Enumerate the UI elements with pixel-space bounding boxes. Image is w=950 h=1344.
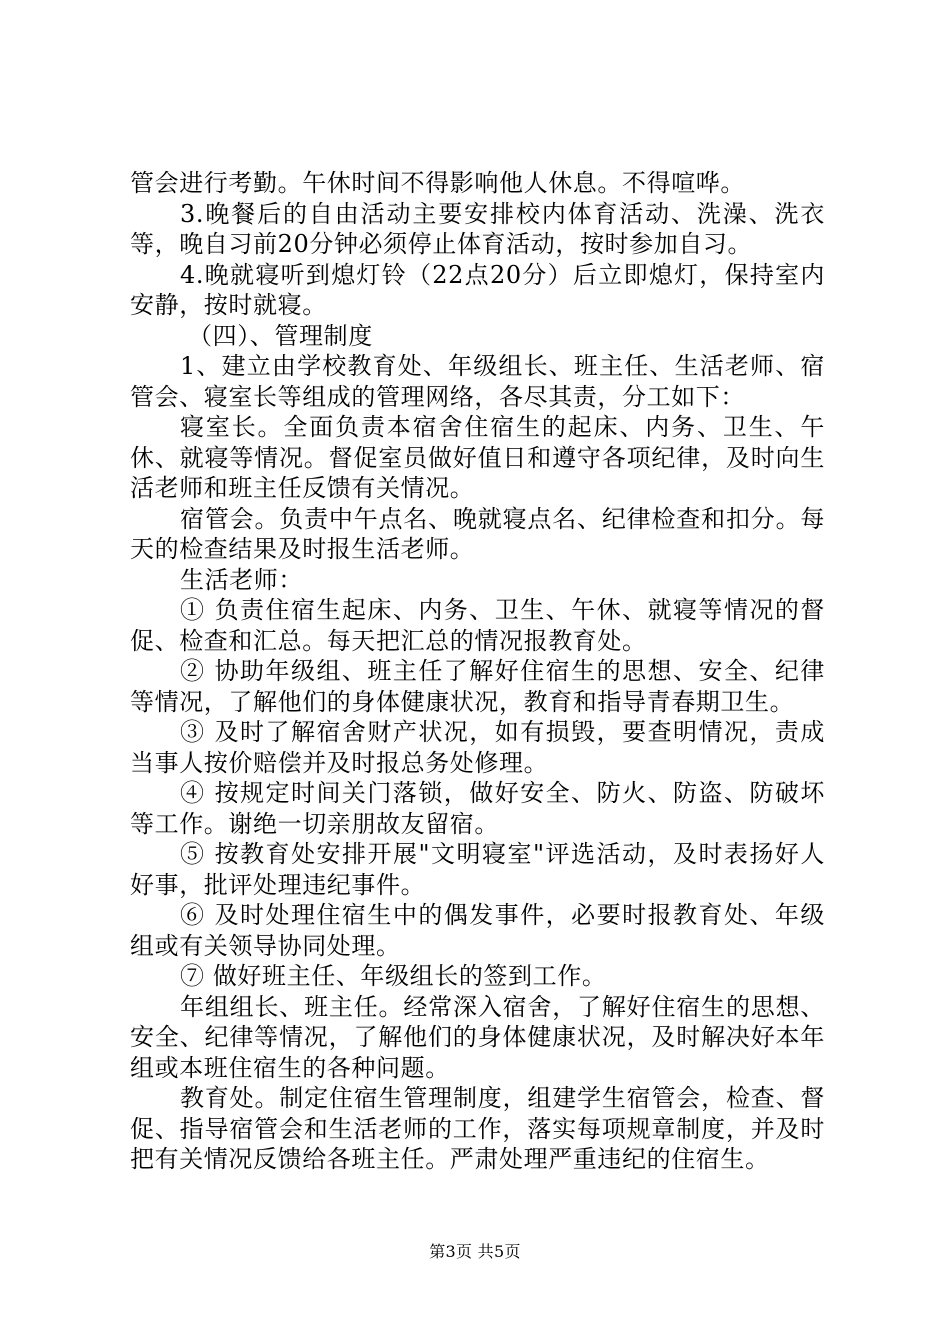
- paragraph-management-network: 1、建立由学校教育处、年级组长、班主任、生活老师、宿管会、寝室长等组成的管理网络，各尽其责，分工如下：: [130, 352, 825, 411]
- page-number-footer: 第3页 共5页: [429, 1242, 521, 1261]
- list-item-3: ③ 及时了解宿舍财产状况，如有损毁，要查明情况，责成当事人按价赔偿并及时报总务处修理。: [130, 718, 825, 777]
- section-heading: （四）、管理制度: [188, 321, 373, 350]
- list-item-6: ⑥ 及时处理住宿生中的偶发事件，必要时报教育处、年级组或有关领导协同处理。: [130, 901, 825, 960]
- list-item-4: ④ 按规定时间关门落锁，做好安全、防火、防盗、防破坏等工作。谢绝一切亲朋故友留宿。: [130, 779, 825, 838]
- list-item-2: ② 协助年级组、班主任了解好住宿生的思想、安全、纪律等情况，了解他们的身体健康状况，教育和指导青春期卫生。: [130, 657, 825, 716]
- list-item-7: ⑦ 做好班主任、年级组长的签到工作。: [180, 962, 607, 990]
- paragraph-dorm-leader: 寝室长。全面负责本宿舍住宿生的起床、内务、卫生、午休、就寝等情况。督促室员做好值日和遵守各项纪律，及时向生活老师和班主任反馈有关情况。: [130, 413, 825, 502]
- paragraph-item-4: 4.晚就寝听到熄灯铃（22点20分）后立即熄灯，保持室内安静，按时就寝。: [130, 260, 825, 319]
- paragraph-grade-leader: 年组组长、班主任。经常深入宿舍，了解好住宿生的思想、安全、纪律等情况，了解他们的身体健康状况，及时解决好本年组或本班住宿生的各种问题。: [130, 992, 825, 1082]
- paragraph-continuation: 管会进行考勤。午休时间不得影响他人休息。不得喧哗。: [130, 169, 745, 197]
- paragraph-life-teacher-heading: 生活老师：: [180, 565, 303, 594]
- paragraph-item-3: 3.晚餐后的自由活动主要安排校内体育活动、洗澡、洗衣等，晚自习前20分钟必须停止体育活动，按时参加自习。: [130, 199, 825, 258]
- document-body: [130, 168, 825, 1175]
- list-item-1: ① 负责住宿生起床、内务、卫生、午休、就寝等情况的督促、检查和汇总。每天把汇总的情况报教育处。: [130, 596, 825, 655]
- paragraph-education-office: 教育处。制定住宿生管理制度，组建学生宿管会，检查、督促、指导宿管会和生活老师的工作，落实每项规章制度，并及时把有关情况反馈给各班主任。严肃处理严重违纪的住宿生。: [130, 1084, 825, 1173]
- paragraph-dorm-committee: 宿管会。负责中午点名、晚就寝点名、纪律检查和扣分。每天的检查结果及时报生活老师。: [130, 504, 825, 563]
- list-item-5: ⑤ 按教育处安排开展"文明寝室"评选活动，及时表扬好人好事，批评处理违纪事件。: [130, 840, 825, 899]
